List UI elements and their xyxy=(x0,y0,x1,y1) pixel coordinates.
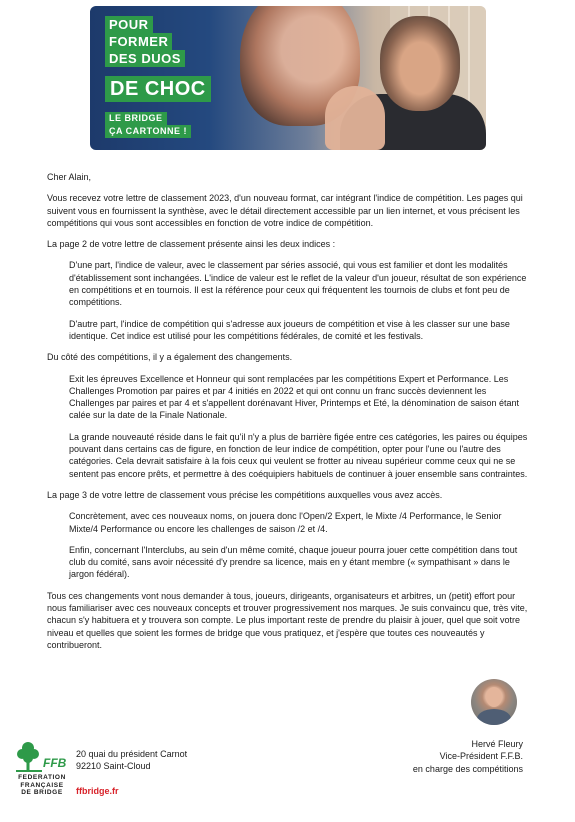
paragraph: Vous recevez votre lettre de classement 2023, d'un nouveau format, car intégrant l'indice de compétition. Les pages qui suivent vous en fournissent la synthèse, avec le détail directement accessible par un lien internet, et vous précisent les compétitions qui vous sont accessibles en fonction de votre indice de compétition. xyxy=(47,193,523,228)
signatory-duty: en charge des compétitions xyxy=(412,763,523,774)
logo-wordmark xyxy=(14,774,70,797)
website-link[interactable]: ffbridge.fr xyxy=(76,786,119,796)
signatory-name: Hervé Fleury xyxy=(471,739,523,749)
paragraph: La page 2 de votre lettre de classement présente ainsi les deux indices : xyxy=(47,239,336,250)
campaign-banner xyxy=(90,6,486,150)
logo-line: DE BRIDGE xyxy=(21,789,63,797)
avatar-head xyxy=(486,687,502,707)
avatar-shirt xyxy=(477,709,511,725)
indented-paragraph: Enfin, concernant l'Interclubs, au sein d'un même comité, chaque joueur pourra jouer cette compétition dans tout club du comité, sans avoir nécessité d'y prendre sa licence, mais en y étant membre (« sympathisant » dans le jargon fédéral). xyxy=(69,544,518,580)
address-street: 20 quai du président Carnot xyxy=(76,749,188,759)
banner-photo-hands xyxy=(325,86,385,150)
indented-paragraph: Concrètement, avec ces nouveaux noms, on jouera donc l'Open/2 Expert, le Mixte /4 Performance, le Senior Mixte/4 Performance ou encore les challenges de saison /2 et /4. xyxy=(69,511,502,534)
indented-paragraph: La grande nouveauté réside dans le fait qu'il n'y a plus de barrière figée entre ces catégories, les paires ou équipes pouvant dans certains cas de figure, en fonction de leur indice de compétition, opter pour l'une ou l'autre des catégories. Cela devrait satisfaire à la fois ceux qui veulent se frotter au niveau supérieur comme ceux qui ne se sentent pas encore prêts, et permettre à des coéquipiers habituels de continuer à jouer ensemble sans contraintes. xyxy=(69,431,528,479)
banner-slogan-line: FORMER xyxy=(105,33,172,50)
signatory-avatar xyxy=(471,679,517,725)
logo-line: FRANÇAISE xyxy=(20,781,64,789)
paragraph: Du côté des compétitions, il y a également des changements. xyxy=(47,352,293,363)
greeting: Cher Alain, xyxy=(47,172,92,182)
banner-slogan-headline: DE CHOC xyxy=(105,76,211,102)
letter-body xyxy=(47,171,532,660)
paragraph: La page 3 de votre lettre de classement vous précise les compétitions auxquelles vous avez accès. xyxy=(47,489,443,500)
signatory-role: Vice-Président F.F.B. xyxy=(439,751,523,762)
paragraph: Tous ces changements vont nous demander à tous, joueurs, dirigeants, organisateurs et arbitres, un (petit) effort pour nous familiariser avec ces nouveaux concepts et trouver progressivement nos marques. Je suis convaincu que, très vite, chacun s'y habituera et y trouvera son compte. Le plus important reste de prendre du plaisir à jouer, quel que soit votre niveau et quelles que soient les formes de bridge que vous pratiquez, et j'espère que toutes ces nouveautés y contribueront. xyxy=(47,590,528,650)
indented-paragraph: D'une part, l'indice de valeur, avec le classement par séries associé, qui vous est familier et dont les modalités d'établissement sont inchangées. L'indice de valeur est le reflet de la valeur d'un joueur, résultat de son expérience en compétitions et en tournois. Il est la référence pour ceux qui fréquentent les tournois de clubs et font peu de compétitions. xyxy=(69,260,527,308)
postal-address xyxy=(76,748,187,773)
banner-slogan-line: POUR xyxy=(105,16,153,33)
signature-block xyxy=(413,738,523,775)
logo-abbreviation: FFB xyxy=(43,756,67,770)
banner-photo-man xyxy=(380,16,460,111)
indented-paragraph: D'autre part, l'indice de compétition qui s'adresse aux joueurs de compétition et vise à les classer sur une base identique. Cet indice est utilisé pour les compétitions fédérales, de comité et les festivals. xyxy=(69,318,510,341)
banner-tagline: LE BRIDGE xyxy=(105,112,167,125)
indented-paragraph: Exit les épreuves Excellence et Honneur qui sont remplacées par les compétitions Expert et Performance. Les Challenges Promotion par paires et par 4 initiés en 2022 et qui ont connu un franc succès deviennent les Challenges par paires et par 4 et s'appellent dorénavant Hiver, Printemps et Eté, la dénomination de saison étant calée sur la date de la Finale Nationale. xyxy=(69,373,519,421)
address-city: 92210 Saint-Cloud xyxy=(76,761,151,772)
logo-line: FEDERATION xyxy=(18,774,66,781)
banner-slogan-line: DES DUOS xyxy=(105,50,185,67)
banner-tagline: ÇA CARTONNE ! xyxy=(105,125,191,138)
